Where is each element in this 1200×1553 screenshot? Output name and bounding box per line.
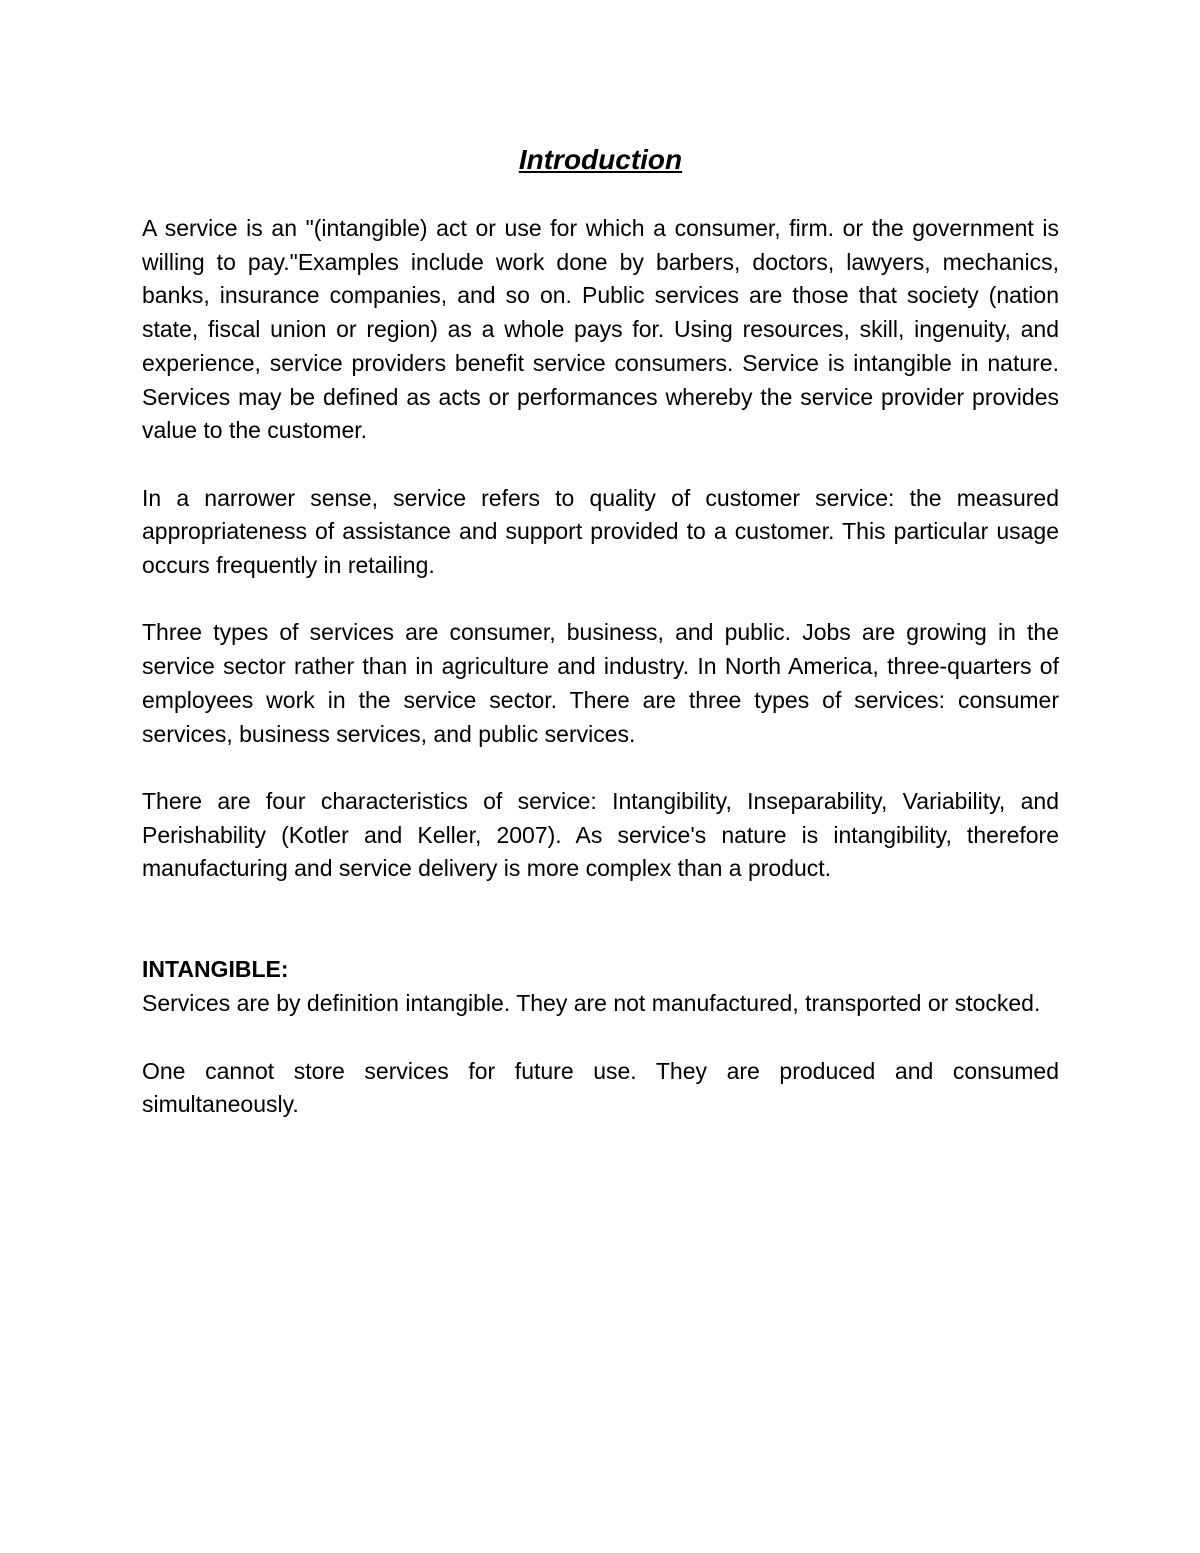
intro-paragraph-3: Three types of services are consumer, business, and public. Jobs are growing in the service sector rather than in agriculture and industry. In North America, three-quarters of employees work in the service sector. There are three types of services: consumer services, business services, and public services. (142, 619, 1059, 747)
intro-paragraph-2: In a narrower sense, service refers to quality of customer service: the measured appropriateness of assistance and support provided to a customer. This particular usage occurs frequently in retailing. (142, 484, 1059, 579)
document-page (142, 138, 1059, 1122)
page-title: Introduction (518, 144, 683, 175)
intro-paragraph-4: There are four characteristics of service: Intangibility, Inseparability, Variability, and Perishability (Kotler and Keller, 2007). As service's nature is intangibility, therefore manufacturing and service delivery is more complex than a product. (142, 787, 1059, 882)
section-paragraph-2: One cannot store services for future use. They are produced and consumed simultaneously. (142, 1057, 1059, 1118)
section-paragraph-1: Services are by definition intangible. They are not manufactured, transported or stocked. (142, 990, 1041, 1017)
section-gap (142, 886, 1059, 953)
paragraph-gap (142, 583, 1059, 617)
paragraph-gap (142, 751, 1059, 785)
intro-paragraph-1: A service is an "(intangible) act or use for which a consumer, firm. or the government is willing to pay."Examples include work done by barbers, doctors, lawyers, mechanics, banks, insurance companies, and so on. Public services are those that society (nation state, fiscal union or region) as a whole pays for. Using resources, skill, ingenuity, and experience, service providers benefit service consumers. Service is intangible in nature. Services may be defined as acts or performances whereby the service provider provides value to the customer. (142, 215, 1059, 444)
paragraph-gap (142, 448, 1059, 482)
section-heading: INTANGIBLE: (142, 956, 289, 983)
paragraph-gap (142, 1021, 1059, 1055)
